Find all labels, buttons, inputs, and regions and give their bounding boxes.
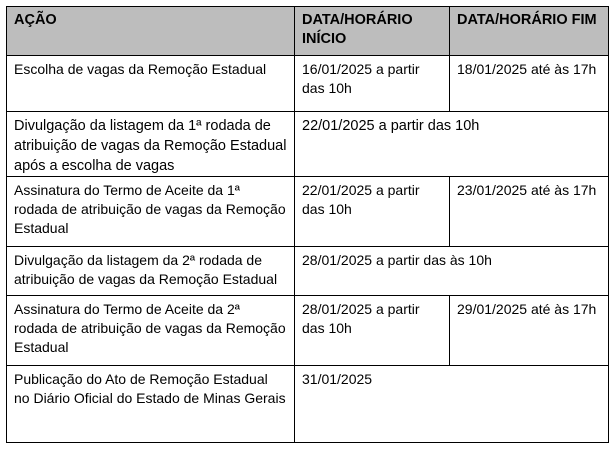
action-cell: Assinatura do Termo de Aceite da 1ª rodada de atribuição de vagas da Remoção Estadual [7,177,295,247]
start-cell: 16/01/2025 a partir das 10h [295,56,450,112]
table-row [7,247,609,296]
table-row [7,366,609,443]
end-cell: 29/01/2025 até às 17h [450,296,609,366]
action-cell: Divulgação da listagem da 1ª rodada de atribuição de vagas da Remoção Estadual após a escolha de vagas [7,112,295,177]
action-cell: Publicação do Ato de Remoção Estadual no Diário Oficial do Estado de Minas Gerais [7,366,295,443]
table-row [7,296,609,366]
action-cell: Assinatura do Termo de Aceite da 2ª rodada de atribuição de vagas da Remoção Estadual [7,296,295,366]
table-row [7,177,609,247]
start-cell: 28/01/2025 a partir das às 10h [295,247,609,296]
action-cell: Escolha de vagas da Remoção Estadual [7,56,295,112]
action-cell: Divulgação da listagem da 2ª rodada de atribuição de vagas da Remoção Estadual [7,247,295,296]
header-action: AÇÃO [7,7,295,56]
end-cell: 23/01/2025 até às 17h [450,177,609,247]
start-cell: 28/01/2025 a partir das 10h [295,296,450,366]
table-row [7,56,609,112]
schedule-table [6,6,609,443]
start-cell: 22/01/2025 a partir das 10h [295,177,450,247]
end-cell: 18/01/2025 até às 17h [450,56,609,112]
header-start: DATA/HORÁRIO INÍCIO [295,7,450,56]
start-cell: 31/01/2025 [295,366,609,443]
table-row [7,112,609,177]
start-cell: 22/01/2025 a partir das 10h [295,112,609,177]
table-header-row [7,7,609,56]
header-end: DATA/HORÁRIO FIM [450,7,609,56]
